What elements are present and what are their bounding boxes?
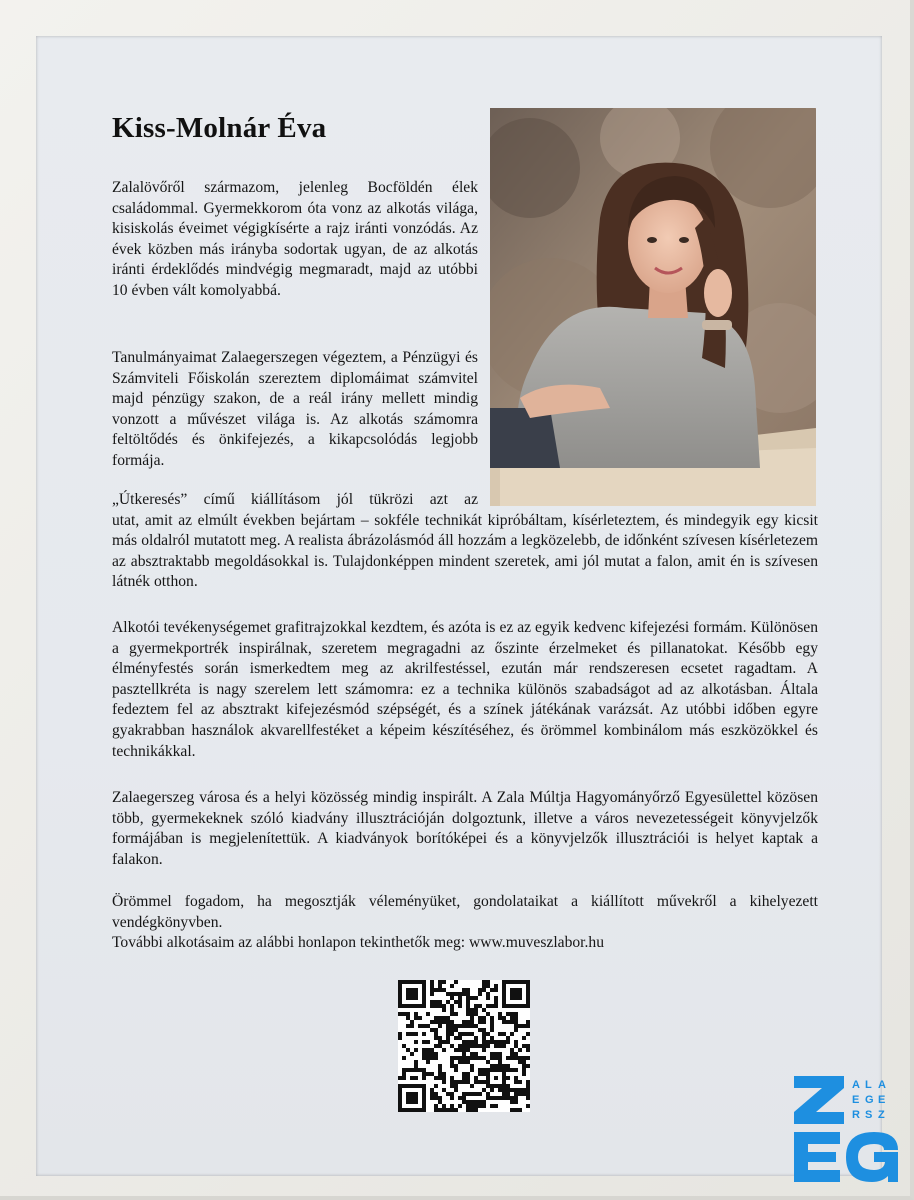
paragraph-studies: Tanulmányaimat Zalaegerszegen végeztem, a Pénzügyi és Számviteli Főiskolán szereztem diplomáimat számvitel majd pénzügy szakon, de a reál irány mellett mindig vonzott a művészet világa is. Az alkotás számomra feltöltődés és önkifejezés, a kikapcsolódás legjobb formája. <box>112 349 478 469</box>
artist-name: Kiss-Molnár Éva <box>112 112 327 144</box>
logo-letter: E <box>852 1094 860 1106</box>
logo-letter: S <box>865 1109 873 1121</box>
logo-letter: A <box>852 1079 860 1091</box>
paragraph-guestbook: Örömmel fogadom, ha megosztják véleményüket, gondolataikat a kiállított művekről a kihelyezett vendégkönyvben. <box>112 893 818 931</box>
paragraph-community: Zalaegerszeg városa és a helyi közösség mindig inspirált. A Zala Múltja Hagyományőrző Egyesülettel közösen több, gyermekeknek szóló kiadvány illusztrációján dolgoztunk, illetve a város nevezetességeit könyvjelzők formájában is megjelenítettük. A kiadványok borítóképei és a könyvjelzők illusztrációi is helyet kaptak a falakon. <box>112 789 818 868</box>
logo-letter: R <box>852 1109 860 1121</box>
logo-letter: Z <box>878 1109 885 1121</box>
paragraph-origin: Zalalövőről származom, jelenleg Bocföldén élek családommal. Gyermekkorom óta vonz az alkotás világa, kisiskolás éveimet végigkísérte a rajz iránti vonzódás. Az évek közben más irányba sodortak ugyan, de az alkotás iránti érdeklődés mindvégig megmaradt, majd az utóbbi 10 évben vált komolyabbá. <box>112 179 478 299</box>
logo-letter: L <box>865 1079 872 1091</box>
artist-portrait-photo <box>490 108 816 506</box>
qr-code-icon[interactable] <box>398 980 530 1112</box>
logo-letter: A <box>878 1079 886 1091</box>
zeg-logo <box>792 1074 902 1184</box>
paragraph-exhibition-line-1: „Útkeresés” című kiállításom jól tükrözi azt az <box>112 491 478 508</box>
paragraph-website: További alkotásaim az alábbi honlapon tekinthetők meg: www.muveszlabor.hu <box>112 934 605 951</box>
logo-letter: E <box>878 1094 886 1106</box>
logo-letter: G <box>865 1094 874 1106</box>
paragraph-techniques: Alkotói tevékenységemet grafitrajzokkal kezdtem, és azóta is ez az egyik kedvenc kifejezési formám. Különösen a gyermekportrék inspirálnak, szeretem megragadni az őszinte érzelmeket és pillanatokat. Később egy élményfestés során ismerkedtem meg az akrilfestéssel, ezután már rendszeresen ecsetet ragadtam. A pasztellkréta is nagy szerelem lett számomra: ez a technika különös szabadságot ad az alkotásban. Általa fedeztem fel az absztrakt kifejezésmód szépségét, és a színek játékának varázsát. Az utóbbi időben egyre gyakrabban használok akvarellfestéket a képeim készítéséhez, és örömmel kombinálom más eszközökkel és technikákkal. <box>112 619 818 760</box>
paragraph-exhibition-rest: utat, amit az elmúlt években bejártam – sokféle technikát kipróbáltam, kísérleteztem, és mindegyik egy kicsit más oldalról mutatott meg. A realista ábrázolásmód áll hozzám a legközelebb, de időnként szívesen kísérletezem az absztraktabb megoldásokkal is. Tulajdonképpen mindent szeretek, ami jól mutat a falon, amit én is szívesen látnék otthon. <box>112 511 818 591</box>
